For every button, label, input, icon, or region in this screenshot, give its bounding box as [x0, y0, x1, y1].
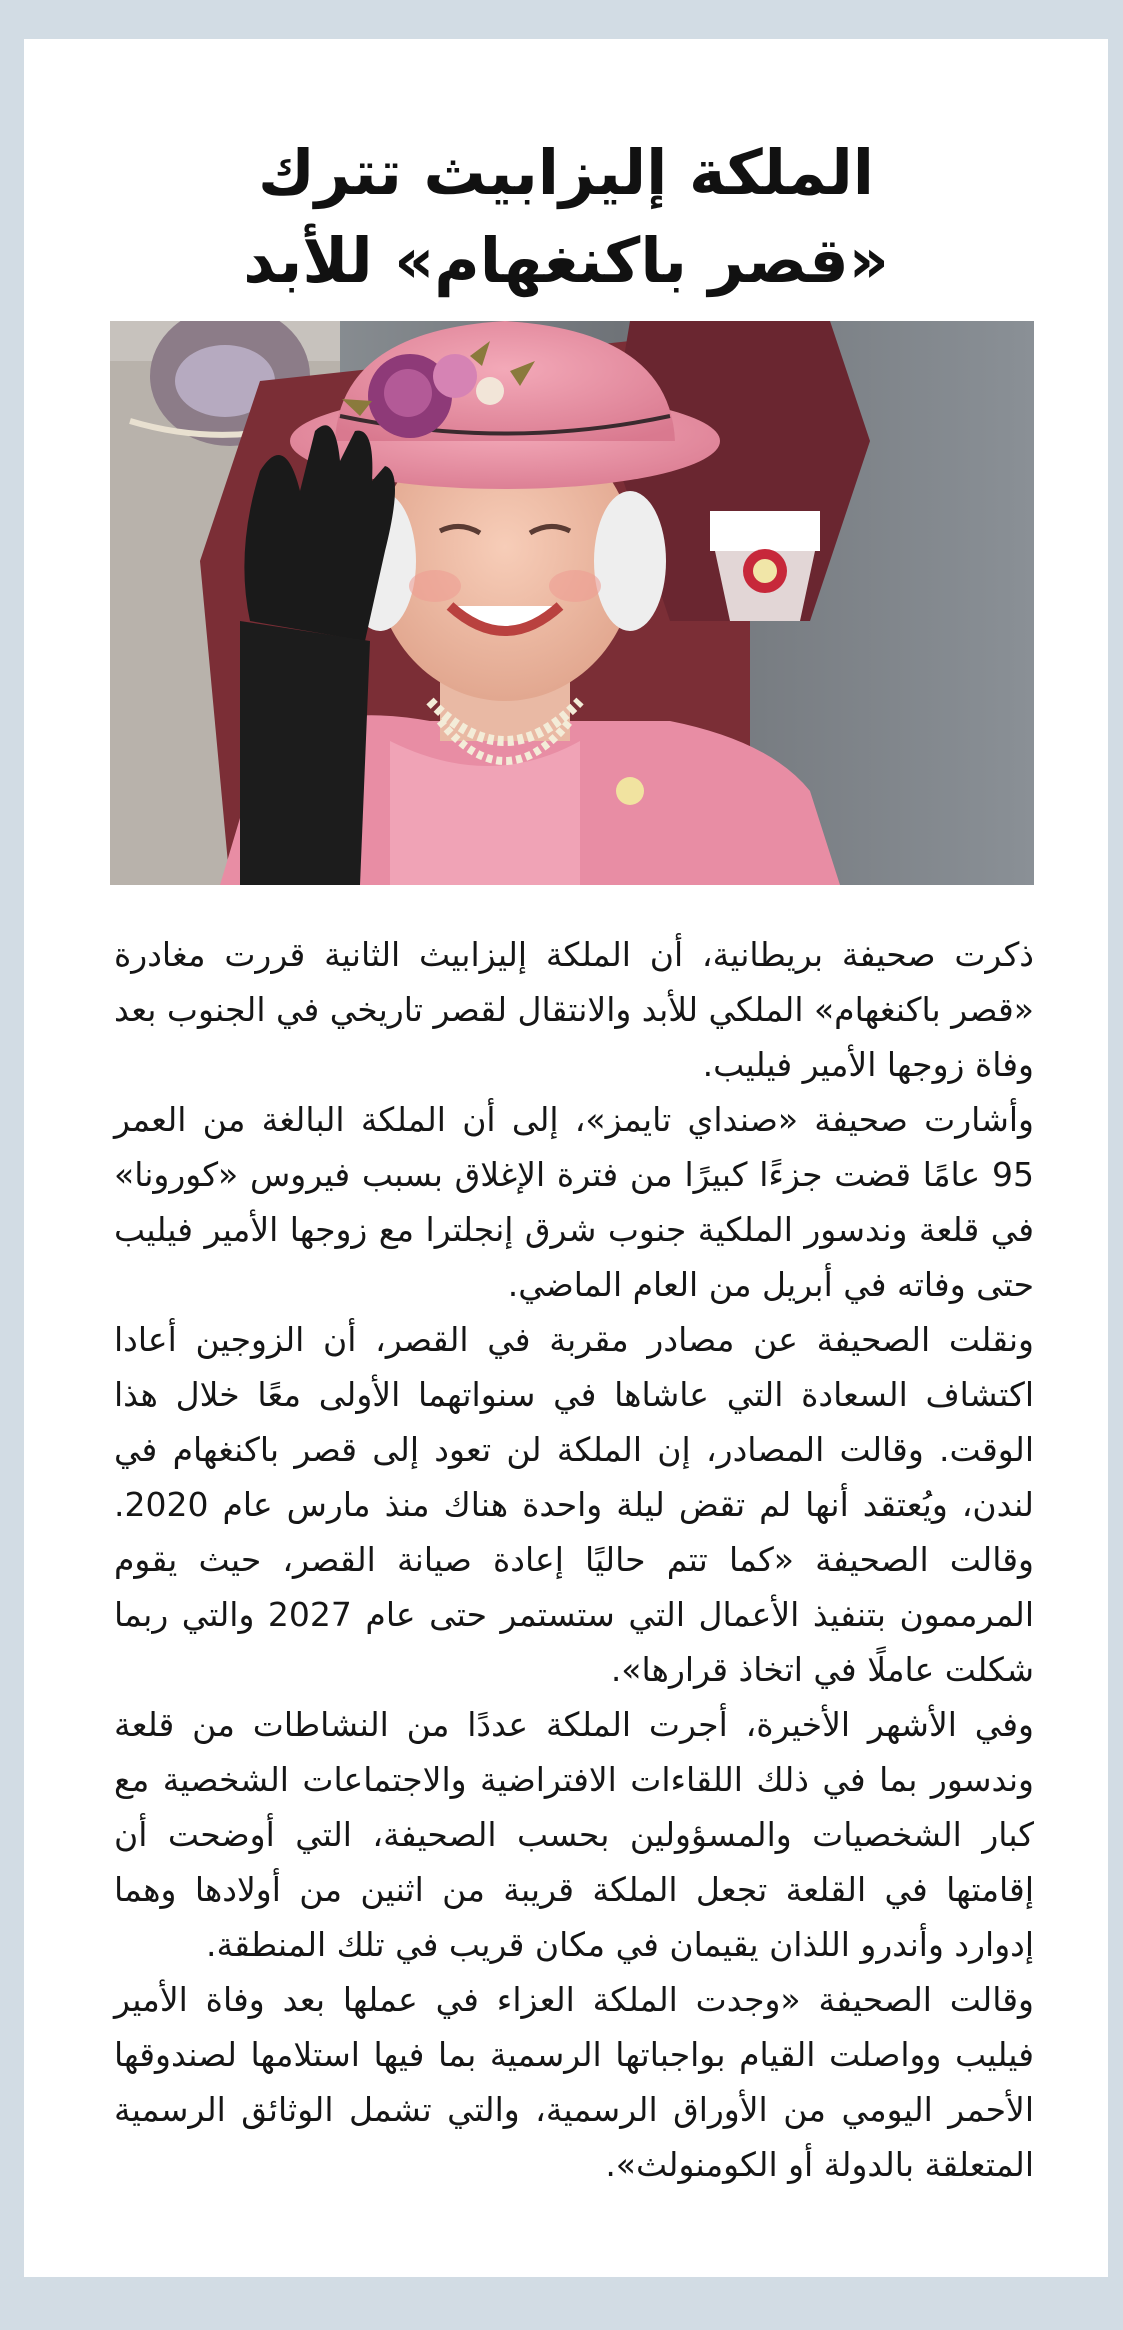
- headline-line-2: «قصر باكنغهام» للأبد: [243, 224, 889, 297]
- headline-line-1: الملكة إليزابيث تترك: [257, 136, 875, 209]
- headline: [24, 129, 1108, 305]
- article-body: [114, 927, 1034, 2192]
- photo-illustration: [110, 321, 1034, 885]
- queen-waving-photo: [110, 321, 1034, 885]
- article-paragraph-5: وقالت الصحيفة «وجدت الملكة العزاء في عملها بعد وفاة الأمير فيليب وواصلت القيام بواجباتها الرسمية بما فيها استلامها لصندوقها الأحمر اليومي من الأوراق الرسمية، والتي تشمل الوثائق الرسمية المتعلقة بالدولة أو الكومنولث».: [114, 1980, 1034, 2184]
- article-paragraph-2: وأشارت صحيفة «صنداي تايمز»، إلى أن الملكة البالغة من العمر 95 عامًا قضت جزءًا كبيرًا من فترة الإغلاق بسبب فيروس «كورونا» في قلعة وندسور الملكية جنوب شرق إنجلترا مع زوجها الأمير فيليب حتى وفاته في أبريل من العام الماضي.: [114, 1100, 1034, 1304]
- article-paragraph-1: ذكرت صحيفة بريطانية، أن الملكة إليزابيث الثانية قررت مغادرة «قصر باكنغهام» الملكي للأبد والانتقال لقصر تاريخي في الجنوب بعد وفاة زوجها الأمير فيليب.: [114, 935, 1034, 1084]
- article-paragraph-3: ونقلت الصحيفة عن مصادر مقربة في القصر، أن الزوجين أعادا اكتشاف السعادة التي عاشاها في سنواتهما الأولى معًا خلال هذا الوقت. وقالت المصادر، إن الملكة لن تعود إلى قصر باكنغهام في لندن، ويُعتقد أنها لم تقض ليلة واحدة هناك منذ مارس عام 2020. وقالت الصحيفة «كما تتم حاليًا إعادة صيانة القصر، حيث يقوم المرممون بتنفيذ الأعمال التي ستستمر حتى عام 2027 والتي ربما شكلت عاملًا في اتخاذ قرارها».: [114, 1320, 1034, 1689]
- article-card: [24, 39, 1108, 2277]
- article-paragraph-4: وفي الأشهر الأخيرة، أجرت الملكة عددًا من النشاطات من قلعة وندسور بما في ذلك اللقاءات الافتراضية والاجتماعات الشخصية مع كبار الشخصيات والمسؤولين بحسب الصحيفة، التي أوضحت أن إقامتها في القلعة تجعل الملكة قريبة من اثنين من أولادها وهما إدوارد وأندرو اللذان يقيمان في مكان قريب في تلك المنطقة.: [114, 1705, 1034, 1964]
